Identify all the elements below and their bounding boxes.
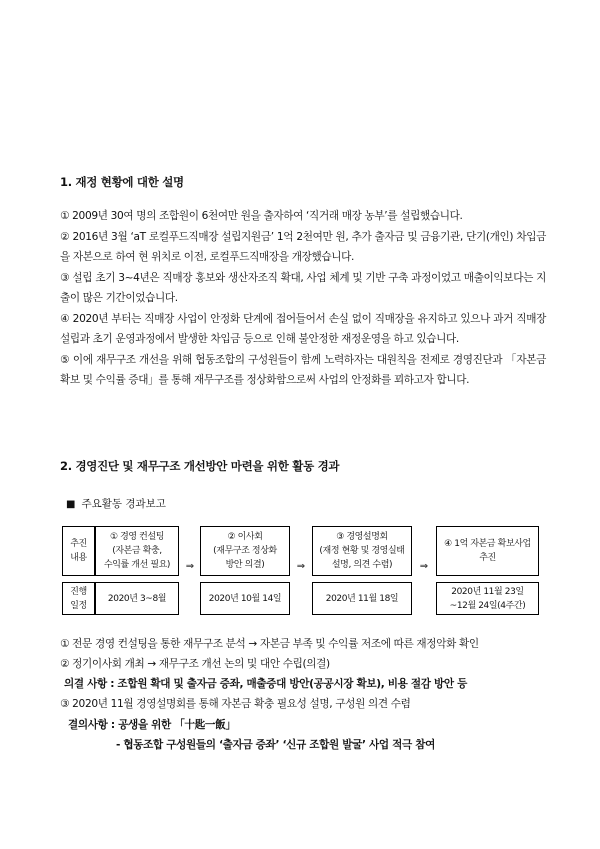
paragraph-5: ⑤ 이에 재무구조 개선을 위해 협동조합의 구성원들이 함께 노력하자는 대원칙을 전제로 경영진단과 「자본금 확보 및 수익률 증대」를 통해 재무구조를 정상화함으로써 사업의 안정화를 꾀하고자 합니다. <box>60 353 546 386</box>
step3-date <box>312 582 412 615</box>
step4-date-line: ~12월 24일(4주간) <box>449 600 526 611</box>
section1-body <box>60 206 546 391</box>
arrow-right-icon: ⇒ <box>185 561 195 572</box>
step1-content-line: ① 경영 컨설팅 <box>109 532 165 542</box>
step1-date-line: 2020년 3~8월 <box>107 593 167 604</box>
label-content <box>62 526 95 576</box>
step3-content-line: 설명, 의견 수렴) <box>331 560 393 570</box>
activity-title-text: 주요활동 경과보고 <box>81 498 166 510</box>
paragraph-1: ① 2009년 30여 명의 조합원이 6천여만 원을 출자하여 ‘직거래 매장 농부’를 설립했습니다. <box>60 210 463 222</box>
result-item: ③ 2020년 11월 경영설명회를 통해 자본금 확충 필요성 설명, 구성원 의견 수렴 <box>60 698 411 710</box>
step1-content <box>95 526 179 576</box>
step2-date <box>200 582 290 615</box>
step1-content-line: (자본금 확충, <box>112 546 162 556</box>
step2-date-line: 2020년 10월 14일 <box>208 593 282 604</box>
paragraph-4: ④ 2020년 부터는 직매장 사업이 안정화 단계에 접어들어서 손실 없이 직매장을 유지하고 있으나 과거 직매장 설립과 초기 운영과정에서 발생한 차입금 등으로 인해 불안정한 재정운영을 하고 있습니다. <box>60 312 546 345</box>
result-item: ② 정기이사회 개최 → 재무구조 개선 논의 및 대안 수립(의결) <box>60 658 330 670</box>
section1-title: 1. 재정 현황에 대한 설명 <box>60 175 184 189</box>
section2-title: 2. 경영진단 및 재무구조 개선방안 마련을 위한 활동 경과 <box>60 459 340 473</box>
label-content-line: 추진 <box>70 539 87 549</box>
arrow-right-icon: ⇒ <box>296 561 306 572</box>
result-item: ① 전문 경영 컨설팅을 통한 재무구조 분석 → 자본금 부족 및 수익률 저조에 따른 재정악화 확인 <box>60 638 479 650</box>
step2-content-line: (재무구조 정상화 <box>213 546 277 556</box>
label-schedule-line: 일정 <box>70 600 87 611</box>
step1-content-line: 수익률 개선 필요) <box>103 560 171 570</box>
activity-title <box>66 496 166 511</box>
label-schedule-line: 진행 <box>70 586 87 597</box>
step1-date <box>95 582 179 615</box>
step4-content-line: 추진 <box>479 553 496 563</box>
step4-content <box>436 526 539 576</box>
paragraph-2: ② 2016년 3월 ‘aT 로컬푸드직매장 설립지원금’ 1억 2천여만 원, 추가 출자금 및 금융기관, 단기(개인) 차입금을 자본으로 하여 현 위치로 이전, 로컬푸드직매장을 개장했습니다. <box>60 230 546 263</box>
step4-date-line: 2020년 11월 23일 <box>451 586 524 597</box>
step2-content-line: 방안 의결) <box>225 560 265 570</box>
resolution-item: 결의사항 : 공생을 위한 「十匙一飯」 <box>68 719 236 731</box>
resolution-detail: - 협동조합 구성원들의 ‘출자금 증좌’ ‘신규 조합원 발굴’ 사업 적극 참여 <box>116 739 435 751</box>
step4-content-line: ④ 1억 자본금 확보사업 <box>444 539 531 549</box>
step3-content <box>312 526 412 576</box>
step3-content-line: ③ 경영설명회 <box>336 532 388 542</box>
step3-date-line: 2020년 11월 18일 <box>325 593 399 604</box>
step2-content-line: ② 이사회 <box>227 532 263 542</box>
resolution-item: 의결 사항 : 조합원 확대 및 출자금 증좌, 매출증대 방안(공공시장 확보), 비용 절감 방안 등 <box>64 678 467 690</box>
label-content-line: 내용 <box>70 553 87 563</box>
label-schedule <box>62 582 95 615</box>
step2-content <box>200 526 290 576</box>
square-bullet-icon: ■ <box>66 499 76 510</box>
paragraph-3: ③ 설립 초기 3~4년은 직매장 홍보와 생산자조직 확대, 사업 체계 및 기반 구축 과정이었고 매출이익보다는 지출이 많은 기간이었습니다. <box>60 271 546 304</box>
step3-content-line: (재정 현황 및 경영실태 <box>319 546 405 556</box>
arrow-right-icon: ⇒ <box>419 561 429 572</box>
step4-date <box>436 582 539 615</box>
